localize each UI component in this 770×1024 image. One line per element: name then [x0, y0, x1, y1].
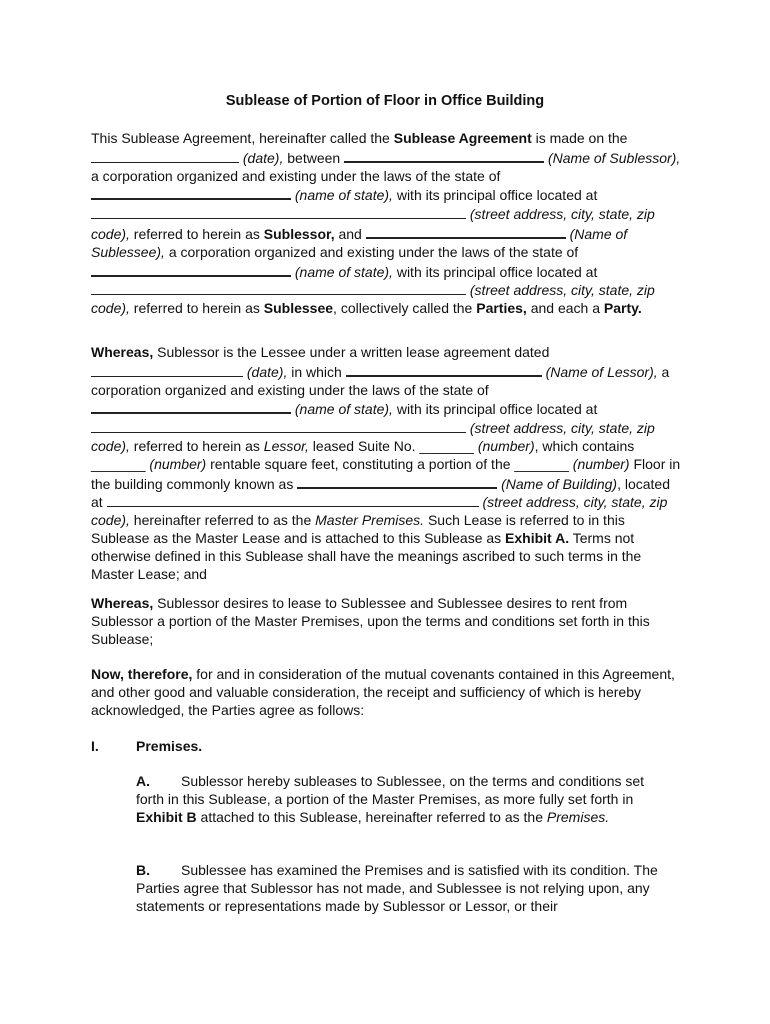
italic-hint: (Name of Sublessor),	[544, 149, 681, 166]
text: a corporation organized and existing under the laws of the state of	[91, 167, 501, 184]
bold-term: Exhibit A.	[505, 529, 570, 546]
italic-hint: (number)	[149, 455, 207, 472]
bold-term: Sublessor,	[263, 225, 335, 242]
italic-hint: (street address, city, state, zip code),	[91, 206, 655, 242]
text: for and in consideration of the mutual covenants contained in this Agreement, and other good and valuable consideration, the receipt and sufficiency of which is hereby acknowledged, the Parties agree as follows:	[91, 666, 675, 718]
italic-hint: (name of state),	[291, 187, 393, 204]
text: , collectively called the	[333, 300, 477, 317]
text: referred to herein as	[129, 225, 264, 242]
text: in which	[287, 363, 346, 380]
italic-hint: (Name of Building)	[497, 475, 618, 492]
bold-term: Whereas,	[91, 344, 154, 360]
subsection-b	[136, 862, 666, 915]
whereas-paragraph-2	[91, 595, 681, 648]
italic-hint: (name of state),	[291, 401, 393, 418]
text: referred to herein as	[129, 300, 264, 317]
text: Sublessor hereby subleases to Sublessee, on the terms and conditions set forth in this Sublease, a portion of the Master Premises, as more fully set forth in	[136, 773, 645, 807]
text: between	[283, 149, 345, 166]
subsection-letter: B.	[136, 862, 150, 878]
italic-hint: (date),	[243, 363, 288, 380]
whereas-paragraph-1	[91, 344, 681, 583]
italic-hint: (number)	[477, 437, 535, 454]
blank-line	[107, 493, 479, 507]
blank-line	[91, 399, 291, 414]
text: , which contains _______	[91, 437, 635, 472]
section-number: I.	[91, 738, 99, 754]
page-title: Sublease of Portion of Floor in Office Building	[225, 93, 545, 109]
text: Sublessor is the Lessee under a written lease agreement dated	[153, 344, 550, 360]
text: Such Lease is referred to in this Sublease as the Master Lease and is attached to this Sublease as	[91, 512, 625, 546]
bold-term: Whereas,	[91, 595, 154, 611]
blank-line	[91, 262, 291, 277]
section-title: Premises.	[136, 738, 203, 754]
text: and each a	[526, 300, 604, 317]
text: a corporation organized and existing under the laws of the state of	[164, 243, 579, 260]
text: with its principal office located at	[392, 401, 598, 418]
blank-line	[344, 148, 544, 163]
bold-term: Now, therefore,	[91, 666, 193, 682]
italic-hint: (Name of Lessor),	[541, 363, 658, 380]
bold-term: Parties,	[476, 300, 527, 317]
bold-term: Exhibit B	[136, 808, 197, 825]
text: is made on the	[531, 130, 628, 146]
blank-line	[91, 363, 243, 377]
blank-line	[91, 419, 466, 433]
italic-hint: (number)	[572, 455, 630, 472]
blank-line	[297, 474, 497, 489]
italic-hint: (street address, city, state, zip code),	[91, 282, 655, 317]
subsection-a	[136, 773, 666, 826]
italic-hint: (Name of Sublessee),	[91, 225, 628, 260]
text: Sublessor desires to lease to Sublessee and Sublessee desires to rent from Sublessor a portion of the Master Premises, upon the terms and conditions set forth in this Sublease;	[91, 595, 650, 647]
text: Terms not otherwise defined in this Sublease shall have the meanings ascribed to such terms in the Master Lease; and	[91, 529, 642, 582]
italic-term: Master Premises.	[315, 512, 425, 529]
text: leased Suite No. _______	[308, 437, 478, 454]
text: referred to herein as	[129, 437, 264, 454]
blank-line	[346, 362, 542, 377]
italic-term: Lessor,	[263, 437, 309, 454]
italic-hint: (name of state),	[291, 263, 393, 280]
text: with its principal office located at	[392, 187, 598, 204]
blank-line	[91, 149, 239, 163]
italic-hint: (street address, city, state, zip code),	[91, 494, 668, 529]
bold-term: Sublessee	[263, 300, 334, 317]
blank-line	[91, 281, 466, 295]
text: a corporation organized and existing under the laws of the state of	[91, 363, 670, 398]
text: rentable square feet, constituting a portion of the _______	[206, 455, 573, 472]
text: Sublessee has examined the Premises and is satisfied with its condition. The Parties agree that Sublessor has not made, and Sublessee is not relying upon, any statements or representations made by Sublessor or Lessor, or their	[136, 862, 658, 914]
text: , located at	[91, 475, 670, 511]
text: hereinafter referred to as the	[129, 512, 316, 529]
italic-hint: (date),	[239, 149, 284, 166]
text: and	[334, 225, 366, 242]
blank-line	[91, 205, 466, 219]
italic-term: Premises.	[546, 808, 610, 825]
italic-hint: (street address, city, state, zip code),	[91, 420, 655, 454]
text: with its principal office located at	[392, 263, 598, 280]
intro-paragraph	[91, 130, 681, 318]
section-heading-premises	[91, 738, 202, 756]
blank-line	[366, 224, 566, 239]
blank-line	[91, 185, 291, 200]
subsection-letter: A.	[136, 773, 150, 789]
text: This Sublease Agreement, hereinafter called the	[91, 130, 394, 146]
text: attached to this Sublease, hereinafter referred to as the	[196, 808, 547, 825]
now-therefore-paragraph	[91, 666, 681, 719]
bold-term: Sublease Agreement	[393, 130, 532, 146]
text: Floor in the building commonly known as	[91, 455, 681, 492]
bold-term: Party.	[603, 300, 642, 317]
